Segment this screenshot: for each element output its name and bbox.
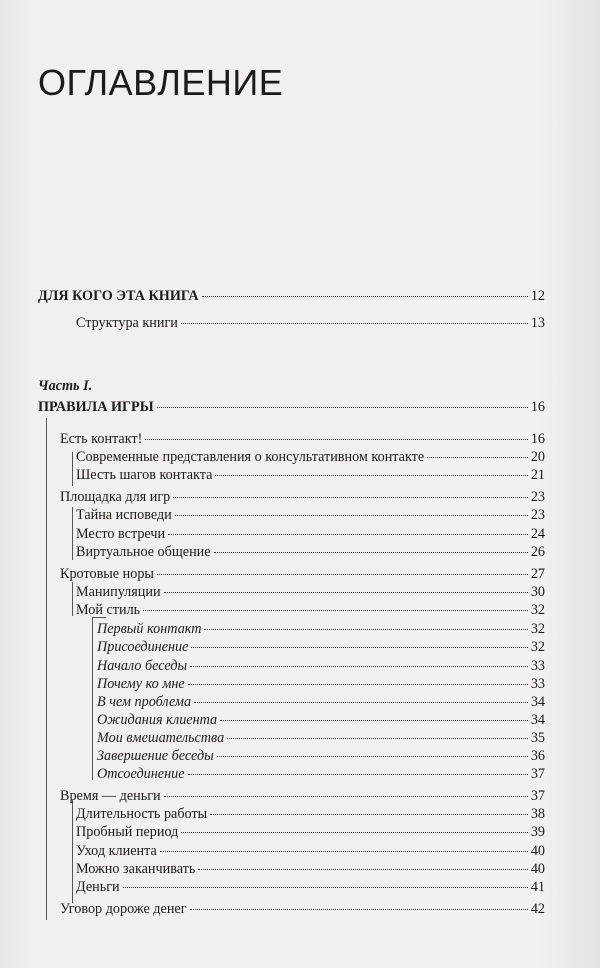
toc-entry-page: 23 [530, 507, 545, 523]
toc-entry-title: Место встречи [76, 526, 166, 542]
toc-entry-page: 33 [530, 658, 545, 674]
bracket-line [72, 582, 73, 616]
dot-leader [181, 323, 528, 324]
toc-entry[interactable] [76, 466, 545, 484]
dot-leader [427, 457, 528, 458]
toc-entry-title: Можно заканчивать [76, 861, 196, 877]
dot-leader [160, 851, 528, 852]
toc-entry-title: Завершение беседы [97, 748, 214, 764]
toc-entry-title: Присоединение [97, 639, 189, 655]
toc-entry[interactable] [60, 488, 545, 506]
dot-leader [188, 774, 528, 775]
page-title: ОГЛАВЛЕНИЕ [38, 62, 284, 103]
toc-entry-page: 12 [530, 288, 545, 304]
toc-entry-title: ДЛЯ КОГО ЭТА КНИГА [38, 288, 199, 304]
toc-entry[interactable] [76, 543, 545, 561]
dot-leader [157, 407, 528, 408]
toc-entry-title: Мои вмешательства [97, 730, 225, 746]
toc-entry-page: 32 [530, 639, 545, 655]
bracket-line [72, 800, 73, 903]
toc-entry-title: Длительность работы [76, 806, 208, 822]
toc-entry-page: 34 [530, 712, 545, 728]
dot-leader [173, 497, 528, 498]
toc-entry-page: 34 [530, 694, 545, 710]
toc-entry-page: 32 [530, 602, 545, 618]
toc-entry-title: Кротовые норы [60, 566, 154, 582]
toc-entry[interactable] [97, 638, 545, 656]
bracket-line [92, 617, 93, 780]
toc-entry-page: 33 [530, 676, 545, 692]
toc-entry[interactable] [76, 314, 545, 332]
toc-entry[interactable] [76, 583, 545, 601]
dot-leader [227, 738, 528, 739]
toc-entry-page: 35 [530, 730, 545, 746]
toc-entry-title: Ожидания клиента [97, 712, 218, 728]
dot-leader [198, 869, 527, 870]
toc-entry-page: 42 [530, 901, 545, 917]
dot-leader [210, 814, 528, 815]
toc-entry-page: 16 [530, 399, 545, 415]
toc-entry-title: Тайна исповеди [76, 507, 172, 523]
toc-entry-title: Виртуальное общение [76, 544, 211, 560]
toc-entry[interactable] [76, 878, 545, 896]
toc-entry[interactable] [60, 565, 545, 583]
toc-entry-title: Есть контакт! [60, 431, 143, 447]
toc-entry-title: Почему ко мне [97, 676, 185, 692]
dot-leader [181, 832, 527, 833]
dot-leader [164, 592, 528, 593]
toc-entry[interactable] [38, 398, 545, 416]
toc-entry-title: Время — деньги [60, 788, 161, 804]
toc-entry-title: Мой стиль [76, 602, 141, 618]
toc-entry-page: 40 [530, 843, 545, 859]
toc-entry[interactable] [76, 860, 545, 878]
toc-entry-page: 41 [530, 879, 545, 895]
toc-entry-page: 38 [530, 806, 545, 822]
dot-leader [123, 887, 528, 888]
dot-leader [143, 610, 528, 611]
toc-entry[interactable] [97, 620, 545, 638]
dot-leader [190, 909, 528, 910]
toc-entry-title: Структура книги [76, 315, 178, 331]
toc-entry-title: Площадка для игр [60, 489, 171, 505]
toc-entry-page: 16 [530, 431, 545, 447]
toc-entry[interactable] [97, 765, 545, 783]
toc-entry-page: 23 [530, 489, 545, 505]
bracket-line [46, 418, 47, 920]
dot-leader [215, 475, 527, 476]
toc-entry[interactable] [97, 693, 545, 711]
toc-entry-page: 32 [530, 621, 545, 637]
toc-entry[interactable] [76, 448, 545, 466]
toc-entry-page: 20 [530, 449, 545, 465]
toc-entry[interactable] [76, 842, 545, 860]
toc-entry-title: Первый контакт [97, 621, 202, 637]
toc-entry-title: Деньги [76, 879, 120, 895]
toc-entry[interactable] [76, 601, 545, 619]
toc-entry[interactable] [60, 430, 545, 448]
toc-entry[interactable] [76, 525, 545, 543]
toc-entry-title: Шесть шагов контакта [76, 467, 213, 483]
toc-entry-title: Манипуляции [76, 584, 161, 600]
dot-leader [145, 439, 527, 440]
dot-leader [188, 684, 528, 685]
toc-entry-page: 21 [530, 467, 545, 483]
toc-entry-title: Уход клиента [76, 843, 157, 859]
toc-entry[interactable] [97, 657, 545, 675]
toc-entry-title: Современные представления о консультативном контакте [76, 449, 425, 465]
toc-entry[interactable] [97, 675, 545, 693]
dot-leader [220, 720, 528, 721]
part-label: Часть I. [38, 378, 93, 394]
dot-leader [164, 796, 528, 797]
toc-entry[interactable] [97, 729, 545, 747]
dot-leader [190, 666, 528, 667]
toc-entry-title: Начало беседы [97, 658, 188, 674]
bracket-line [72, 452, 73, 486]
toc-entry-page: 37 [530, 788, 545, 804]
dot-leader [191, 647, 527, 648]
toc-entry[interactable] [76, 805, 545, 823]
toc-entry-page: 24 [530, 526, 545, 542]
toc-entry-page: 13 [530, 315, 545, 331]
dot-leader [217, 756, 528, 757]
toc-entry[interactable] [76, 506, 545, 524]
toc-entry[interactable] [97, 747, 545, 765]
toc-entry[interactable] [60, 787, 545, 805]
toc-entry[interactable] [60, 900, 545, 918]
toc-entry-page: 27 [530, 566, 545, 582]
toc-entry[interactable] [97, 711, 545, 729]
toc-entry-page: 39 [530, 824, 545, 840]
dot-leader [175, 515, 528, 516]
toc-entry[interactable] [76, 823, 545, 841]
toc-entry-title: В чем проблема [97, 694, 192, 710]
toc-entry-page: 26 [530, 544, 545, 560]
toc-entry-title: Пробный период [76, 824, 179, 840]
toc-entry-page: 37 [530, 766, 545, 782]
dot-leader [157, 574, 528, 575]
toc-entry[interactable] [38, 287, 545, 305]
toc-entry-title: Уговор дороже денег [60, 901, 187, 917]
dot-leader [168, 534, 528, 535]
dot-leader [194, 702, 528, 703]
dot-leader [204, 629, 527, 630]
toc-entry-page: 40 [530, 861, 545, 877]
toc-entry-page: 36 [530, 748, 545, 764]
toc-entry-page: 30 [530, 584, 545, 600]
bracket-line [72, 507, 73, 560]
dot-leader [202, 296, 528, 297]
toc-entry-title: Отсоединение [97, 766, 185, 782]
dot-leader [214, 552, 528, 553]
toc-entry-title: ПРАВИЛА ИГРЫ [38, 399, 154, 415]
